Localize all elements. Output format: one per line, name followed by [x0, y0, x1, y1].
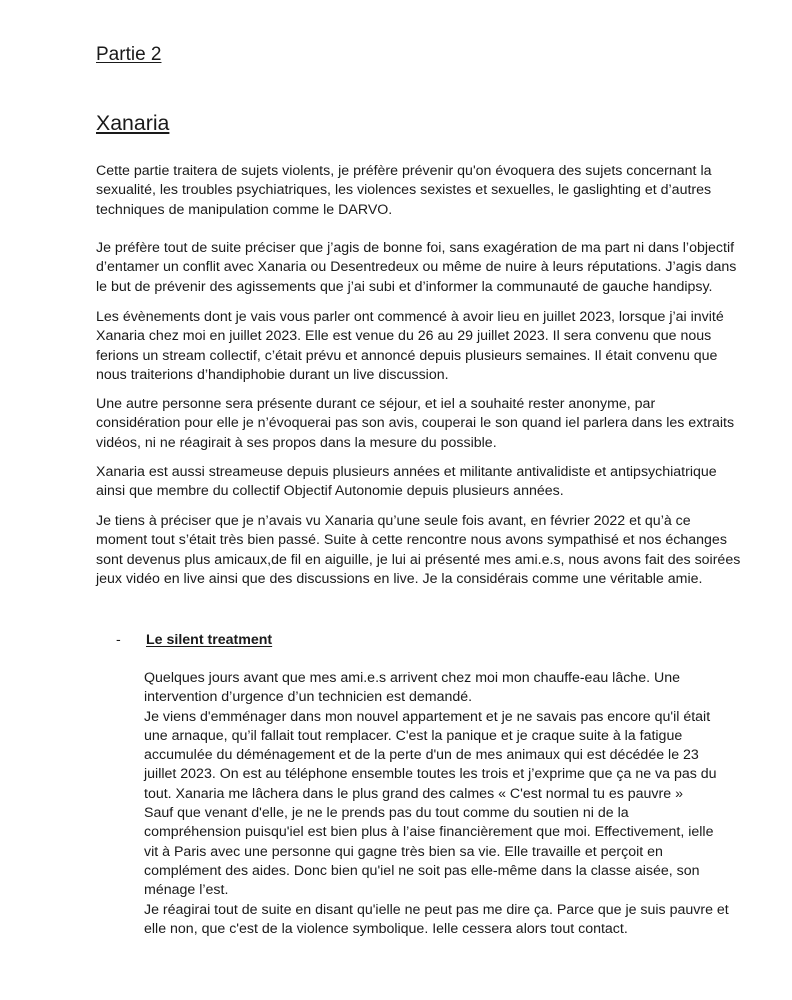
text-line: Quelques jours avant que mes ami.e.s arrivent chez moi mon chauffe-eau lâche. Une: [144, 670, 680, 686]
text-line: moment tout s’était très bien passé. Suite à cette rencontre nous avons sympathisé et nos échanges: [96, 532, 727, 549]
text-line: Je viens d'emménager dans mon nouvel appartement et je ne savais pas encore qu'il était: [144, 708, 711, 725]
text-line: juillet 2023. On est au téléphone ensemble toutes les trois et j’exprime que ça ne va pas du: [144, 766, 717, 783]
text-line: elle non, que c'est de la violence symbolique. Ielle cessera alors tout contact.: [144, 920, 628, 937]
text-line: Je tiens à préciser que je n’avais vu Xanaria qu’une seule fois avant, en février 2022 et qu’à ce: [96, 513, 691, 529]
text-line: Xanaria chez moi en juillet 2023. Elle est venue du 26 au 29 juillet 2023. Il sera convenu que nous: [96, 328, 712, 345]
text-line: ménage l’est.: [144, 882, 229, 899]
text-line: Les évènements dont je vais vous parler ont commencé à avoir lieu en juillet 2023, lorsque j’ai invité: [96, 309, 724, 325]
paragraph-streamer: [96, 463, 717, 502]
text-line: Sauf que venant d'elle, je ne le prends pas du tout comme du soutien ni de la: [144, 805, 629, 822]
text-line: le but de prévenir des agissements que j’ai subi et d’informer la communauté de gauche handipsy.: [96, 278, 713, 295]
text-line: tout. Xanaria me lâchera dans le plus grand des calmes « C'est normal tu es pauvre »: [144, 785, 683, 802]
paragraph-anonymous-person: [96, 395, 735, 453]
text-line: vit à Paris avec une personne qui gagne très bien sa vie. Elle travaille et perçoit en: [144, 843, 663, 860]
text-line: d’entamer un conflit avec Xanaria ou Desentredeux ou même de nuire à leurs réputations. J’agis dans: [96, 259, 737, 276]
text-line: sexualité, les troubles psychiatriques, les violences sexistes et sexuelles, le gaslighting et d’autres: [96, 182, 712, 199]
part-title: Partie 2: [96, 44, 162, 65]
text-line: jeux vidéo en live ainsi que des discussions en live. Je la considérais comme une véritable amie.: [96, 570, 703, 587]
text-line: sont devenus plus amicaux,de fil en aiguille, je lui ai présenté mes ami.e.s, nous avons fait des soirées: [96, 551, 741, 568]
bullet-item-silent-treatment: [116, 631, 272, 650]
bullet-heading: Le silent treatment: [146, 632, 273, 648]
text-line: Xanaria est aussi streameuse depuis plusieurs années et militante antivalidiste et antipsychiatrique: [96, 464, 717, 480]
text-line: vidéos, ni ne réagirait à ses propos dans la mesure du possible.: [96, 434, 497, 451]
text-line: ainsi que membre du collectif Objectif Autonomie depuis plusieurs années.: [96, 483, 564, 500]
text-line: Je préfère tout de suite préciser que j’agis de bonne foi, sans exagération de ma part ni dans l’objectif: [96, 240, 735, 256]
paragraph-good-faith: [96, 239, 737, 297]
bullet-body: [144, 669, 729, 939]
text-line: Une autre personne sera présente durant ce séjour, et iel a souhaité rester anonyme, par: [96, 396, 656, 412]
text-line: Je réagirai tout de suite en disant qu'ielle ne peut pas me dire ça. Parce que je suis pauvre et: [144, 901, 729, 918]
text-line: intervention d’urgence d’un technicien est demandé.: [144, 689, 473, 706]
text-line: ferions un stream collectif, c’était prévu et annoncé depuis plusieurs semaines. Il était convenu que: [96, 347, 718, 364]
text-line: Cette partie traitera de sujets violents, je préfère prévenir qu'on évoquera des sujets concernant la: [96, 163, 712, 179]
text-line: considération pour elle je n’évoquerai pas son avis, couperai le son quand iel parlera dans les extraits: [96, 415, 735, 432]
bullet-marker: -: [116, 632, 121, 648]
text-line: accumulée du déménagement et de la perte d'un de mes animaux qui est décédée le 23: [144, 747, 699, 764]
paragraph-friendship: [96, 512, 741, 589]
text-line: nous traiterions d’handiphobie durant un live discussion.: [96, 366, 449, 383]
paragraph-events: [96, 308, 724, 385]
paragraph-content-warning: [96, 162, 711, 220]
text-line: compréhension puisqu'iel est bien plus à l’aise financièrement que moi. Effectivement, ielle: [144, 824, 714, 841]
section-title: Xanaria: [96, 111, 170, 135]
text-line: techniques de manipulation comme le DARVO.: [96, 201, 393, 218]
text-line: complément des aides. Donc bien qu'iel ne soit pas elle-même dans la classe aisée, son: [144, 862, 700, 879]
text-line: une arnaque, qu’il fallait tout remplacer. C'est la panique et je craque suite à la fatigue: [144, 727, 683, 744]
